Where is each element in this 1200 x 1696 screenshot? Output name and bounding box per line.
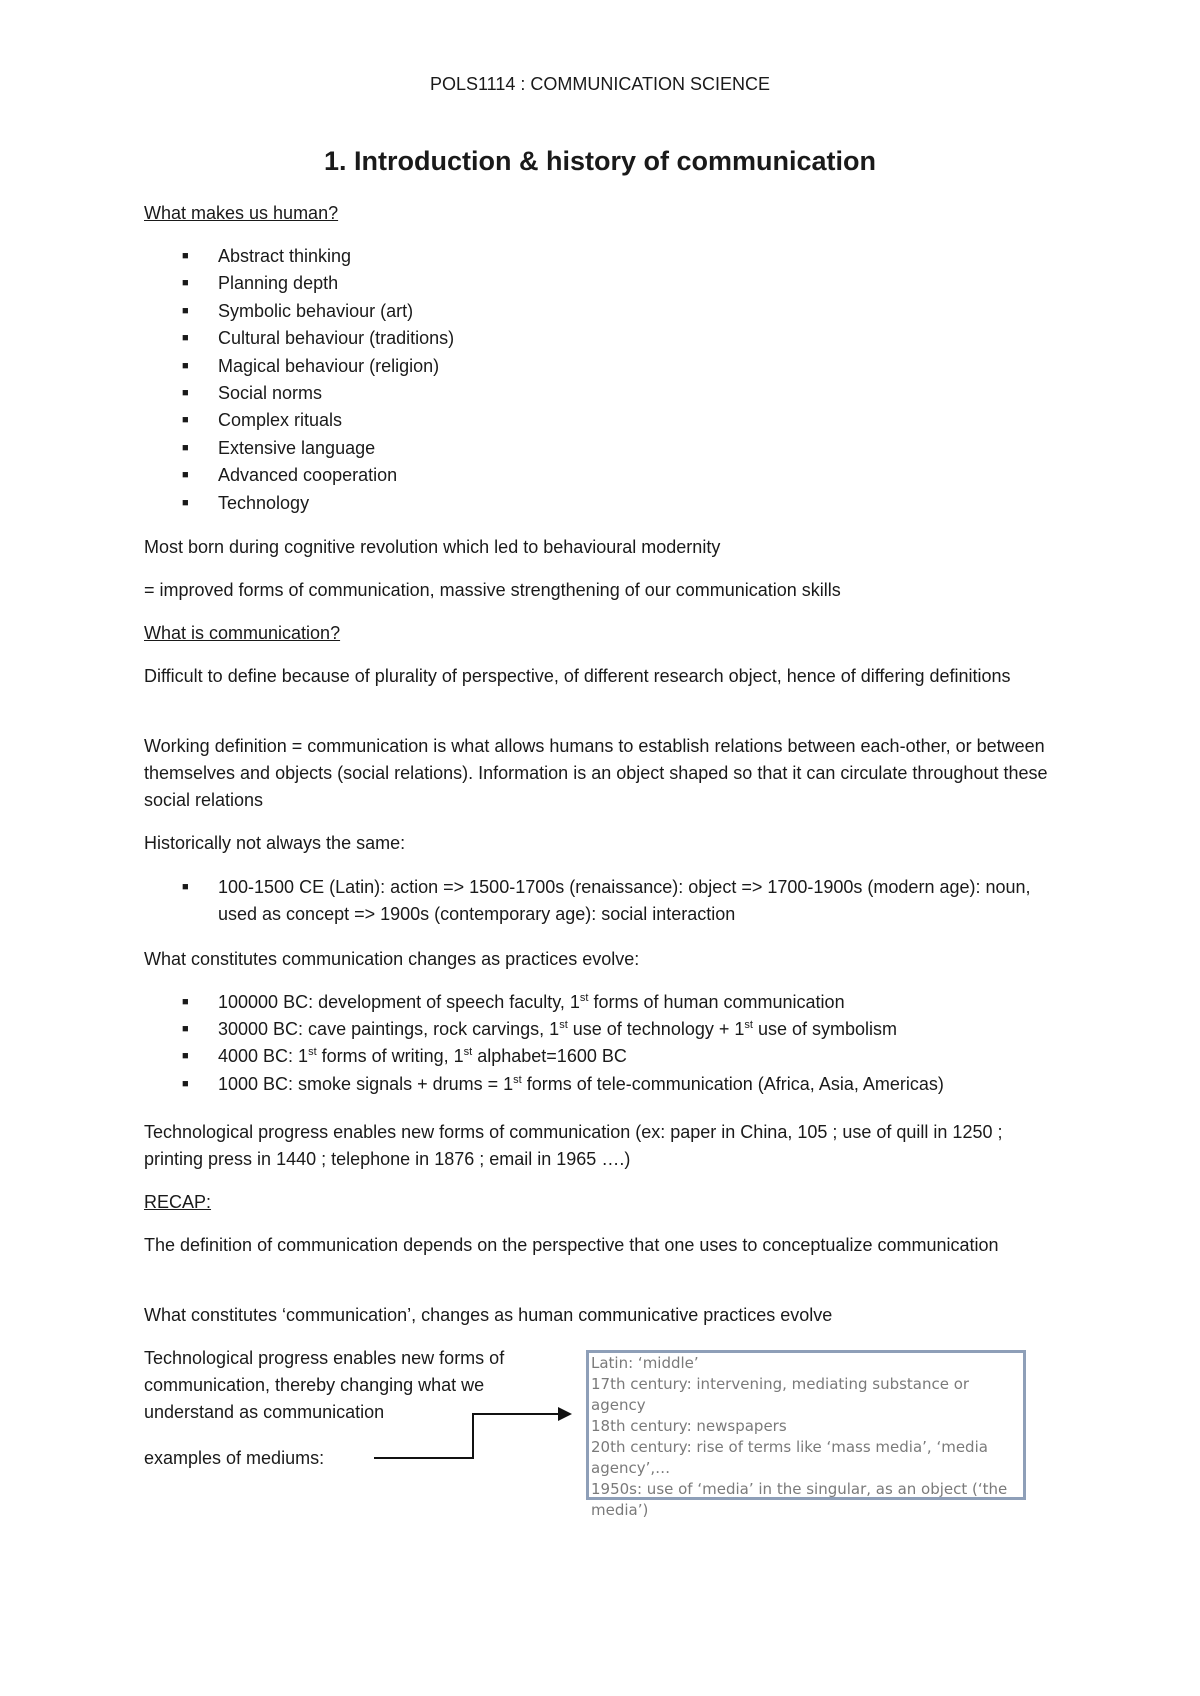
paragraph-constitutes: What constitutes communication changes as practices evolve: [144,949,640,969]
list-item: ■ Extensive language [144,435,454,462]
list-item: ■ Technology [144,490,454,517]
bullet-icon: ■ [182,250,189,262]
medium-box-line: 18th century: newspapers [591,1417,787,1435]
recap-paragraph-3: Technological progress enables new forms of communication, thereby changing what we understand as communication [144,1348,505,1422]
course-header: POLS1114 : COMMUNICATION SCIENCE [429,74,771,94]
recap-heading: RECAP: [144,1192,212,1212]
paragraph-difficult: Difficult to define because of plurality of perspective, of different research object, hence of differing definitions [144,666,1011,686]
paragraph-working-definition: Working definition = communication is what allows humans to establish relations between each-other, or between themselves and objects (social relations). Information is an object shaped so that it can circulate throughout these social relations [144,736,1048,810]
bullet-icon: ■ [182,414,189,427]
bullet-icon: ■ [182,359,189,372]
bullet-icon: ■ [182,996,189,1008]
list-item: ■ Cultural behaviour (traditions) [144,325,454,352]
bullet-icon: ■ [182,386,189,399]
bullet-icon: ■ [182,1077,189,1090]
examples-label: examples of mediums: [144,1448,325,1468]
list-item: ■ 100000 BC: development of speech faculty, 1st forms of human communication [144,989,944,1016]
section-heading-human: What makes us human? [144,203,339,223]
medium-history-image [586,1350,1026,1519]
paragraph-historically: Historically not always the same: [144,833,406,853]
list-item: ■ Complex rituals [144,407,454,434]
bullet-icon: ■ [182,469,189,482]
chapter-title: 1. Introduction & history of communication [323,146,876,176]
medium-box-line: Latin: ‘middle’ [591,1354,699,1372]
section-heading-communication: What is communication? [144,623,341,643]
recap-paragraph-2: What constitutes ‘communication’, changes as human communicative practices evolve [144,1305,833,1325]
recap-paragraph-1: The definition of communication depends on the perspective that one uses to conceptualize communication [144,1235,999,1255]
bullet-icon: ■ [182,496,189,509]
medium-box-line: 1950s: use of ‘media’ in the singular, as an object (‘the media’) [591,1480,1008,1519]
bullet-icon: ■ [182,1050,189,1063]
medium-box-line: 20th century: rise of terms like ‘mass media’, ‘media agency’,… [591,1438,988,1477]
medium-box-line: 17th century: intervening, mediating substance or agency [591,1375,970,1414]
list-item: ■ 30000 BC: cave paintings, rock carvings, 1st use of technology + 1st use of symbolism [144,1016,944,1043]
list-item: ■ Abstract thinking [144,243,454,270]
list-item: ■ Social norms [144,380,454,407]
paragraph-improved: = improved forms of communication, massive strengthening of our communication skills [144,580,841,600]
bullet-icon: ■ [182,881,189,893]
bullet-icon: ■ [182,1023,189,1036]
paragraph-cognitive: Most born during cognitive revolution which led to behavioural modernity [144,537,721,557]
list-item: ■ Magical behaviour (religion) [144,353,454,380]
bullet-icon: ■ [182,277,189,290]
bullet-icon: ■ [182,332,189,345]
list-item: ■ Planning depth [144,270,454,297]
bullet-icon: ■ [182,441,189,454]
list-item: ■ Symbolic behaviour (art) [144,298,454,325]
list-item: ■ 100-1500 CE (Latin): action => 1500-1700s (renaissance): object => 1700-1900s (modern age): noun, used as concept => 1900s (contemporary age): social interaction [144,874,1044,928]
bullet-icon: ■ [182,304,189,317]
list-item: ■ Advanced cooperation [144,462,454,489]
list-item: ■ 1000 BC: smoke signals + drums = 1st forms of tele-communication (Africa, Asia, Americas) [144,1071,944,1098]
paragraph-technology: Technological progress enables new forms of communication (ex: paper in China, 105 ; use of quill in 1250 ; printing press in 1440 ; telephone in 1876 ; email in 1965 ….) [144,1122,1003,1169]
list-item: ■ 4000 BC: 1st forms of writing, 1st alphabet=1600 BC [144,1043,944,1070]
